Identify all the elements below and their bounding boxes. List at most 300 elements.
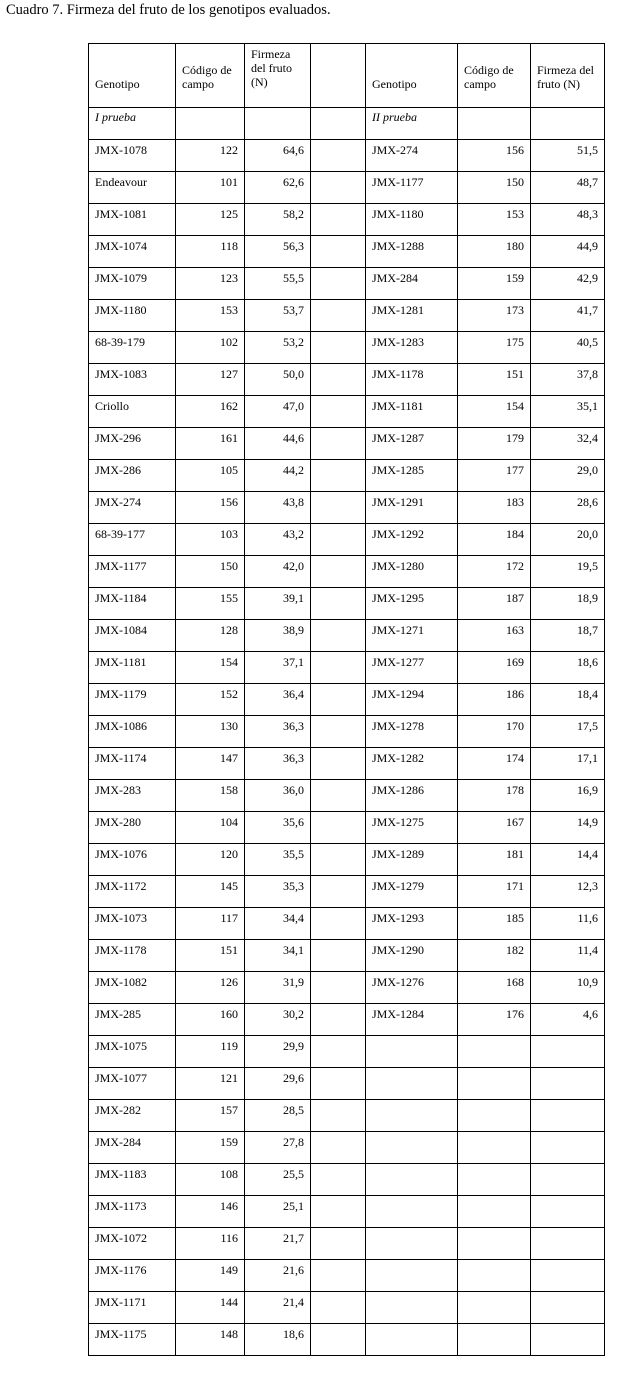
column-spacer — [311, 364, 366, 396]
empty-cell — [458, 1068, 531, 1100]
left-codigo-cell: 103 — [176, 524, 245, 556]
empty-cell — [458, 1132, 531, 1164]
right-genotipo-cell: JMX-1282 — [366, 748, 458, 780]
left-codigo-cell: 123 — [176, 268, 245, 300]
left-genotipo-cell: JMX-1074 — [89, 236, 176, 268]
left-genotipo-cell: JMX-1175 — [89, 1324, 176, 1356]
left-firmeza-cell: 36,4 — [245, 684, 311, 716]
column-spacer — [311, 876, 366, 908]
left-codigo-cell: 149 — [176, 1260, 245, 1292]
left-genotipo-cell: JMX-280 — [89, 812, 176, 844]
header-codigo-right: Código de campo — [458, 44, 531, 108]
column-spacer — [311, 1036, 366, 1068]
table-row — [89, 300, 605, 332]
right-genotipo-cell: JMX-1181 — [366, 396, 458, 428]
right-firmeza-cell: 18,9 — [531, 588, 605, 620]
left-firmeza-cell: 39,1 — [245, 588, 311, 620]
left-firmeza-cell: 53,7 — [245, 300, 311, 332]
right-genotipo-cell: JMX-1286 — [366, 780, 458, 812]
left-codigo-cell: 117 — [176, 908, 245, 940]
left-codigo-cell: 119 — [176, 1036, 245, 1068]
table-row — [89, 588, 605, 620]
right-codigo-cell: 156 — [458, 140, 531, 172]
table-row — [89, 1036, 605, 1068]
right-firmeza-cell: 14,9 — [531, 812, 605, 844]
column-spacer — [311, 1100, 366, 1132]
left-firmeza-cell: 31,9 — [245, 972, 311, 1004]
empty-cell — [366, 1228, 458, 1260]
right-codigo-cell: 163 — [458, 620, 531, 652]
empty-cell — [366, 1100, 458, 1132]
empty-cell — [531, 1100, 605, 1132]
left-codigo-cell: 105 — [176, 460, 245, 492]
right-genotipo-cell: JMX-1294 — [366, 684, 458, 716]
right-genotipo-cell: JMX-274 — [366, 140, 458, 172]
right-codigo-cell: 184 — [458, 524, 531, 556]
left-codigo-cell: 160 — [176, 1004, 245, 1036]
column-spacer — [311, 1292, 366, 1324]
empty-cell — [366, 1132, 458, 1164]
table-row — [89, 428, 605, 460]
left-genotipo-cell: JMX-1082 — [89, 972, 176, 1004]
right-genotipo-cell: JMX-1287 — [366, 428, 458, 460]
right-genotipo-cell: JMX-1290 — [366, 940, 458, 972]
header-genotipo-left: Genotipo — [89, 44, 176, 108]
left-codigo-cell: 162 — [176, 396, 245, 428]
left-codigo-cell: 159 — [176, 1132, 245, 1164]
empty-cell — [366, 1324, 458, 1356]
column-spacer — [311, 44, 366, 108]
right-firmeza-cell: 12,3 — [531, 876, 605, 908]
column-spacer — [311, 172, 366, 204]
right-genotipo-cell: JMX-1281 — [366, 300, 458, 332]
left-firmeza-cell: 35,6 — [245, 812, 311, 844]
header-firmeza-right: Firmeza del fruto (N) — [531, 44, 605, 108]
left-codigo-cell: 104 — [176, 812, 245, 844]
right-genotipo-cell: JMX-1288 — [366, 236, 458, 268]
left-firmeza-cell: 29,9 — [245, 1036, 311, 1068]
empty-cell — [458, 1036, 531, 1068]
column-spacer — [311, 716, 366, 748]
table-row — [89, 716, 605, 748]
left-codigo-cell: 154 — [176, 652, 245, 684]
right-codigo-cell: 154 — [458, 396, 531, 428]
left-genotipo-cell: JMX-1077 — [89, 1068, 176, 1100]
left-codigo-cell: 153 — [176, 300, 245, 332]
empty-cell — [458, 1260, 531, 1292]
table-row — [89, 1132, 605, 1164]
right-codigo-cell: 177 — [458, 460, 531, 492]
empty-cell — [458, 1228, 531, 1260]
right-firmeza-cell: 41,7 — [531, 300, 605, 332]
left-codigo-cell: 161 — [176, 428, 245, 460]
empty-cell — [531, 1132, 605, 1164]
column-spacer — [311, 1228, 366, 1260]
left-genotipo-cell: JMX-1174 — [89, 748, 176, 780]
table-row — [89, 652, 605, 684]
right-codigo-cell: 172 — [458, 556, 531, 588]
left-genotipo-cell: JMX-1171 — [89, 1292, 176, 1324]
left-genotipo-cell: JMX-286 — [89, 460, 176, 492]
left-genotipo-cell: JMX-1179 — [89, 684, 176, 716]
left-genotipo-cell: JMX-1075 — [89, 1036, 176, 1068]
table-row — [89, 972, 605, 1004]
column-spacer — [311, 908, 366, 940]
left-firmeza-cell: 21,6 — [245, 1260, 311, 1292]
right-firmeza-cell: 48,3 — [531, 204, 605, 236]
left-codigo-cell: 147 — [176, 748, 245, 780]
empty-cell — [531, 1292, 605, 1324]
right-firmeza-cell: 11,6 — [531, 908, 605, 940]
column-spacer — [311, 492, 366, 524]
table-row — [89, 908, 605, 940]
right-codigo-cell: 187 — [458, 588, 531, 620]
column-spacer — [311, 204, 366, 236]
table-row — [89, 1004, 605, 1036]
right-codigo-cell: 185 — [458, 908, 531, 940]
right-codigo-cell: 174 — [458, 748, 531, 780]
table-row — [89, 940, 605, 972]
left-codigo-cell: 120 — [176, 844, 245, 876]
left-codigo-cell: 155 — [176, 588, 245, 620]
left-codigo-cell: 121 — [176, 1068, 245, 1100]
column-spacer — [311, 1324, 366, 1356]
column-spacer — [311, 300, 366, 332]
right-genotipo-cell: JMX-1275 — [366, 812, 458, 844]
column-spacer — [311, 812, 366, 844]
right-codigo-cell: 167 — [458, 812, 531, 844]
table-row — [89, 460, 605, 492]
left-firmeza-cell: 21,4 — [245, 1292, 311, 1324]
right-firmeza-cell: 14,4 — [531, 844, 605, 876]
trial-label-right: II prueba — [366, 108, 458, 140]
left-genotipo-cell: 68-39-179 — [89, 332, 176, 364]
left-codigo-cell: 156 — [176, 492, 245, 524]
empty-cell — [531, 1164, 605, 1196]
right-codigo-cell: 176 — [458, 1004, 531, 1036]
table-row — [89, 204, 605, 236]
right-genotipo-cell: JMX-1295 — [366, 588, 458, 620]
left-firmeza-cell: 47,0 — [245, 396, 311, 428]
empty-cell — [531, 108, 605, 140]
column-spacer — [311, 236, 366, 268]
left-genotipo-cell: JMX-1078 — [89, 140, 176, 172]
left-firmeza-cell: 62,6 — [245, 172, 311, 204]
right-firmeza-cell: 35,1 — [531, 396, 605, 428]
left-genotipo-cell: Criollo — [89, 396, 176, 428]
table-row — [89, 524, 605, 556]
right-codigo-cell: 178 — [458, 780, 531, 812]
empty-cell — [366, 1292, 458, 1324]
right-firmeza-cell: 51,5 — [531, 140, 605, 172]
left-genotipo-cell: JMX-1083 — [89, 364, 176, 396]
column-spacer — [311, 1004, 366, 1036]
column-spacer — [311, 1196, 366, 1228]
left-codigo-cell: 116 — [176, 1228, 245, 1260]
column-spacer — [311, 332, 366, 364]
left-firmeza-cell: 21,7 — [245, 1228, 311, 1260]
column-spacer — [311, 940, 366, 972]
right-genotipo-cell: JMX-1271 — [366, 620, 458, 652]
column-spacer — [311, 972, 366, 1004]
left-firmeza-cell: 35,3 — [245, 876, 311, 908]
empty-cell — [458, 1324, 531, 1356]
left-firmeza-cell: 30,2 — [245, 1004, 311, 1036]
left-codigo-cell: 150 — [176, 556, 245, 588]
left-genotipo-cell: JMX-1172 — [89, 876, 176, 908]
right-genotipo-cell: JMX-1283 — [366, 332, 458, 364]
right-genotipo-cell: JMX-1291 — [366, 492, 458, 524]
column-spacer — [311, 524, 366, 556]
left-genotipo-cell: JMX-1184 — [89, 588, 176, 620]
table-body — [89, 44, 605, 1356]
left-firmeza-cell: 35,5 — [245, 844, 311, 876]
right-firmeza-cell: 10,9 — [531, 972, 605, 1004]
left-genotipo-cell: JMX-1079 — [89, 268, 176, 300]
left-codigo-cell: 102 — [176, 332, 245, 364]
column-spacer — [311, 588, 366, 620]
column-spacer — [311, 844, 366, 876]
column-spacer — [311, 108, 366, 140]
right-codigo-cell: 180 — [458, 236, 531, 268]
column-spacer — [311, 140, 366, 172]
right-firmeza-cell: 42,9 — [531, 268, 605, 300]
table-row — [89, 1068, 605, 1100]
right-firmeza-cell: 40,5 — [531, 332, 605, 364]
right-codigo-cell: 168 — [458, 972, 531, 1004]
right-firmeza-cell: 17,5 — [531, 716, 605, 748]
empty-cell — [366, 1036, 458, 1068]
left-genotipo-cell: JMX-1081 — [89, 204, 176, 236]
right-firmeza-cell: 16,9 — [531, 780, 605, 812]
left-firmeza-cell: 43,8 — [245, 492, 311, 524]
table-row — [89, 268, 605, 300]
right-codigo-cell: 175 — [458, 332, 531, 364]
left-firmeza-cell: 58,2 — [245, 204, 311, 236]
header-firmeza-left: Firmeza del fruto (N) — [245, 44, 311, 108]
column-spacer — [311, 748, 366, 780]
table-row — [89, 620, 605, 652]
right-genotipo-cell: JMX-1284 — [366, 1004, 458, 1036]
left-genotipo-cell: JMX-1076 — [89, 844, 176, 876]
left-genotipo-cell: JMX-1177 — [89, 556, 176, 588]
left-codigo-cell: 108 — [176, 1164, 245, 1196]
left-firmeza-cell: 37,1 — [245, 652, 311, 684]
empty-cell — [531, 1324, 605, 1356]
right-firmeza-cell: 18,6 — [531, 652, 605, 684]
left-genotipo-cell: JMX-1084 — [89, 620, 176, 652]
table-row — [89, 1164, 605, 1196]
left-firmeza-cell: 44,6 — [245, 428, 311, 460]
left-codigo-cell: 127 — [176, 364, 245, 396]
table-row — [89, 876, 605, 908]
right-firmeza-cell: 20,0 — [531, 524, 605, 556]
column-spacer — [311, 1132, 366, 1164]
column-spacer — [311, 780, 366, 812]
left-firmeza-cell: 29,6 — [245, 1068, 311, 1100]
right-genotipo-cell: JMX-1293 — [366, 908, 458, 940]
left-genotipo-cell: JMX-283 — [89, 780, 176, 812]
column-spacer — [311, 1260, 366, 1292]
left-genotipo-cell: JMX-1178 — [89, 940, 176, 972]
right-codigo-cell: 179 — [458, 428, 531, 460]
right-codigo-cell: 151 — [458, 364, 531, 396]
right-genotipo-cell: JMX-1280 — [366, 556, 458, 588]
right-firmeza-cell: 11,4 — [531, 940, 605, 972]
table-row — [89, 396, 605, 428]
empty-cell — [245, 108, 311, 140]
left-firmeza-cell: 18,6 — [245, 1324, 311, 1356]
right-firmeza-cell: 32,4 — [531, 428, 605, 460]
right-codigo-cell: 186 — [458, 684, 531, 716]
table-caption: Cuadro 7. Firmeza del fruto de los genotipos evaluados. — [6, 2, 331, 18]
empty-cell — [531, 1228, 605, 1260]
left-firmeza-cell: 42,0 — [245, 556, 311, 588]
left-firmeza-cell: 38,9 — [245, 620, 311, 652]
left-codigo-cell: 152 — [176, 684, 245, 716]
left-codigo-cell: 130 — [176, 716, 245, 748]
right-genotipo-cell: JMX-1285 — [366, 460, 458, 492]
trial-row — [89, 108, 605, 140]
empty-cell — [458, 1292, 531, 1324]
right-firmeza-cell: 19,5 — [531, 556, 605, 588]
right-genotipo-cell: JMX-284 — [366, 268, 458, 300]
left-codigo-cell: 145 — [176, 876, 245, 908]
right-firmeza-cell: 37,8 — [531, 364, 605, 396]
right-firmeza-cell: 28,6 — [531, 492, 605, 524]
empty-cell — [366, 1164, 458, 1196]
left-firmeza-cell: 25,1 — [245, 1196, 311, 1228]
right-firmeza-cell: 44,9 — [531, 236, 605, 268]
left-genotipo-cell: JMX-1072 — [89, 1228, 176, 1260]
table-row — [89, 364, 605, 396]
right-genotipo-cell: JMX-1277 — [366, 652, 458, 684]
empty-cell — [531, 1068, 605, 1100]
column-spacer — [311, 428, 366, 460]
left-genotipo-cell: JMX-284 — [89, 1132, 176, 1164]
left-codigo-cell: 118 — [176, 236, 245, 268]
table-row — [89, 236, 605, 268]
table-row — [89, 1196, 605, 1228]
right-genotipo-cell: JMX-1180 — [366, 204, 458, 236]
left-codigo-cell: 148 — [176, 1324, 245, 1356]
left-firmeza-cell: 44,2 — [245, 460, 311, 492]
left-codigo-cell: 146 — [176, 1196, 245, 1228]
empty-cell — [458, 1196, 531, 1228]
right-genotipo-cell: JMX-1177 — [366, 172, 458, 204]
right-firmeza-cell: 18,4 — [531, 684, 605, 716]
left-firmeza-cell: 36,3 — [245, 748, 311, 780]
empty-cell — [531, 1260, 605, 1292]
left-genotipo-cell: Endeavour — [89, 172, 176, 204]
column-spacer — [311, 652, 366, 684]
table-row — [89, 1292, 605, 1324]
column-spacer — [311, 684, 366, 716]
right-codigo-cell: 171 — [458, 876, 531, 908]
left-firmeza-cell: 34,1 — [245, 940, 311, 972]
table-row — [89, 684, 605, 716]
left-genotipo-cell: JMX-1073 — [89, 908, 176, 940]
left-genotipo-cell: 68-39-177 — [89, 524, 176, 556]
left-codigo-cell: 128 — [176, 620, 245, 652]
left-firmeza-cell: 56,3 — [245, 236, 311, 268]
left-firmeza-cell: 27,8 — [245, 1132, 311, 1164]
header-genotipo-right: Genotipo — [366, 44, 458, 108]
left-codigo-cell: 125 — [176, 204, 245, 236]
left-genotipo-cell: JMX-282 — [89, 1100, 176, 1132]
header-codigo-left: Código de campo — [176, 44, 245, 108]
firmness-table — [88, 43, 605, 1356]
table-row — [89, 1228, 605, 1260]
right-firmeza-cell: 48,7 — [531, 172, 605, 204]
left-genotipo-cell: JMX-1173 — [89, 1196, 176, 1228]
left-firmeza-cell: 34,4 — [245, 908, 311, 940]
left-firmeza-cell: 43,2 — [245, 524, 311, 556]
left-codigo-cell: 144 — [176, 1292, 245, 1324]
column-spacer — [311, 1164, 366, 1196]
left-genotipo-cell: JMX-296 — [89, 428, 176, 460]
left-genotipo-cell: JMX-1086 — [89, 716, 176, 748]
column-spacer — [311, 268, 366, 300]
table-row — [89, 1260, 605, 1292]
right-genotipo-cell: JMX-1178 — [366, 364, 458, 396]
left-genotipo-cell: JMX-274 — [89, 492, 176, 524]
left-firmeza-cell: 64,6 — [245, 140, 311, 172]
table-row — [89, 844, 605, 876]
left-firmeza-cell: 53,2 — [245, 332, 311, 364]
left-codigo-cell: 122 — [176, 140, 245, 172]
left-codigo-cell: 101 — [176, 172, 245, 204]
right-firmeza-cell: 4,6 — [531, 1004, 605, 1036]
right-codigo-cell: 182 — [458, 940, 531, 972]
left-firmeza-cell: 55,5 — [245, 268, 311, 300]
right-codigo-cell: 169 — [458, 652, 531, 684]
left-firmeza-cell: 36,3 — [245, 716, 311, 748]
left-codigo-cell: 151 — [176, 940, 245, 972]
right-codigo-cell: 153 — [458, 204, 531, 236]
empty-cell — [531, 1036, 605, 1068]
right-codigo-cell: 150 — [458, 172, 531, 204]
empty-cell — [458, 1100, 531, 1132]
left-codigo-cell: 158 — [176, 780, 245, 812]
right-genotipo-cell: JMX-1289 — [366, 844, 458, 876]
trial-label-left: I prueba — [89, 108, 176, 140]
right-codigo-cell: 183 — [458, 492, 531, 524]
table-row — [89, 748, 605, 780]
right-firmeza-cell: 18,7 — [531, 620, 605, 652]
right-codigo-cell: 170 — [458, 716, 531, 748]
empty-cell — [366, 1068, 458, 1100]
left-codigo-cell: 126 — [176, 972, 245, 1004]
left-genotipo-cell: JMX-1176 — [89, 1260, 176, 1292]
empty-cell — [366, 1196, 458, 1228]
table-row — [89, 492, 605, 524]
table-row — [89, 172, 605, 204]
table-row — [89, 140, 605, 172]
empty-cell — [458, 108, 531, 140]
left-firmeza-cell: 50,0 — [245, 364, 311, 396]
table-row — [89, 556, 605, 588]
empty-cell — [531, 1196, 605, 1228]
empty-cell — [366, 1260, 458, 1292]
column-spacer — [311, 1068, 366, 1100]
right-genotipo-cell: JMX-1279 — [366, 876, 458, 908]
right-codigo-cell: 173 — [458, 300, 531, 332]
right-firmeza-cell: 17,1 — [531, 748, 605, 780]
table-row — [89, 812, 605, 844]
table-row — [89, 780, 605, 812]
column-spacer — [311, 396, 366, 428]
